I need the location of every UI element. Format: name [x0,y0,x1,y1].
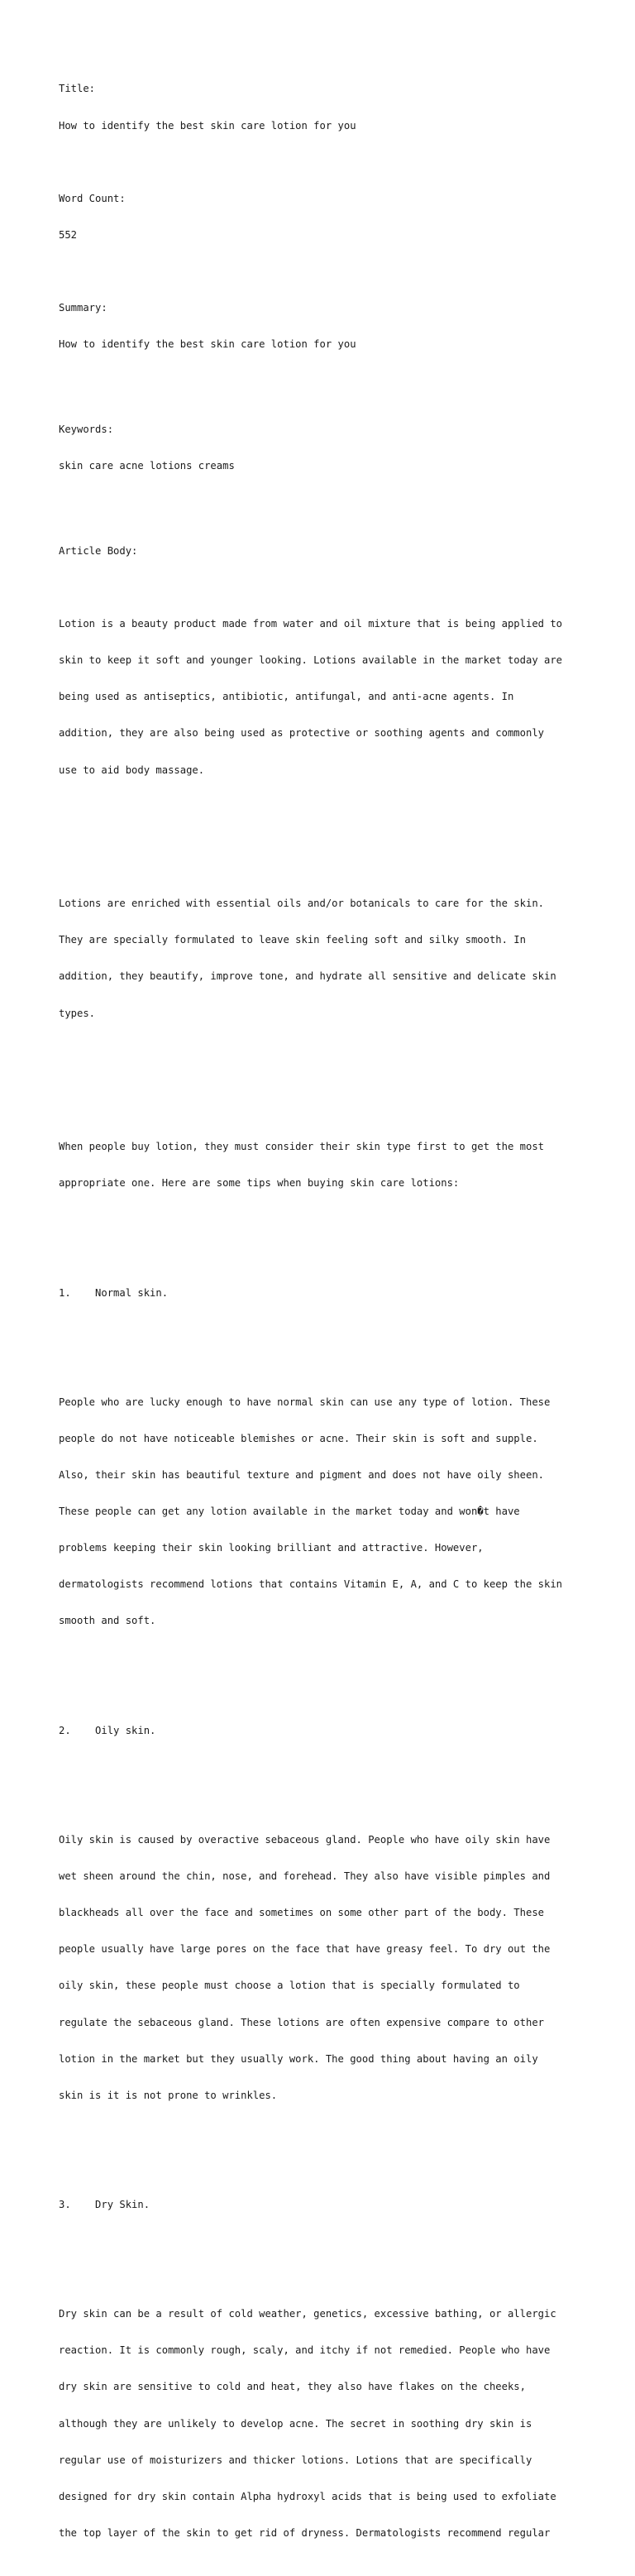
summary-label: Summary: [59,301,107,314]
article-body-label: Article Body: [59,544,138,557]
paragraph-line: addition, they are also being used as protective or soothing agents and commonly [59,727,544,740]
word-count-value: 552 [59,228,78,241]
paragraph-3 [59,1117,604,1214]
keywords-value: skin care acne lotions creams [59,460,235,472]
paragraph-line: They are specially formulated to leave skin feeling soft and silky smooth. In [59,934,526,946]
paragraph-line: skin is it is not prone to wrinkles. [59,2089,278,2101]
paragraph-line: blackheads all over the face and sometimes on some other part of the body. These [59,1907,544,1919]
paragraph-line: the top layer of the skin to get rid of dryness. Dermatologists recommend regular [59,2526,551,2539]
paragraph-line: use to aid body massage. [59,764,205,776]
paragraph-line: regulate the sebaceous gland. These lotions are often expensive compare to other [59,2016,544,2028]
paragraph-line: people do not have noticeable blemishes or acne. Their skin is soft and supple. [59,1432,538,1444]
paragraph-line: being used as antiseptics, antibiotic, antifungal, and anti-acne agents. In [59,691,514,703]
paragraph-line: lotion in the market but they usually work. The good thing about having an oily [59,2052,538,2065]
paragraph-line: Lotions are enriched with essential oils and/or botanicals to care for the skin. [59,898,544,910]
paragraph-line: wet sheen around the chin, nose, and forehead. They also have visible pimples and [59,1870,551,1883]
title-label: Title: [59,83,96,95]
paragraph-line: dry skin are sensitive to cold and heat, they also have flakes on the cheeks, [59,2381,526,2393]
paragraph-line: smooth and soft. [59,1615,156,1627]
paragraph-line: Oily skin is caused by overactive sebaceous gland. People who have oily skin have [59,1834,551,1846]
paragraph-line: Lotion is a beauty product made from water and oil mixture that is being applied to [59,618,563,630]
paragraph-line: although they are unlikely to develop acne. The secret in soothing dry skin is [59,2417,532,2430]
keywords-label: Keywords: [59,423,114,435]
section-heading-oily-skin: 2. Oily skin. [59,1724,156,1736]
paragraph-line: These people can get any lotion available in the market today and won�t have [59,1506,520,1518]
paragraph-line: reaction. It is commonly rough, scaly, and itchy if not remedied. People who have [59,2344,551,2357]
paragraph-2 [59,874,604,1044]
paragraph-4 [59,1372,604,1651]
paragraph-line: problems keeping their skin looking brilliant and attractive. However, [59,1542,484,1554]
paragraph-line: designed for dry skin contain Alpha hydroxyl acids that is being used to exfoliate [59,2490,556,2502]
paragraph-line: regular use of moisturizers and thicker lotions. Lotions that are specifically [59,2454,532,2466]
paragraph-line: Dry skin can be a result of cold weather, genetics, excessive bathing, or allergic [59,2308,556,2320]
paragraph-line: dermatologists recommend lotions that contains Vitamin E, A, and C to keep the skin [59,1578,563,1591]
paragraph-line: types. [59,1007,96,1019]
summary-value: How to identify the best skin care lotion for you [59,338,356,351]
paragraph-6 [59,2284,604,2564]
word-count-label: Word Count: [59,192,126,204]
paragraph-line: addition, they beautify, improve tone, and hydrate all sensitive and delicate skin [59,970,556,983]
paragraph-line: Also, their skin has beautiful texture and pigment and does not have oily sheen. [59,1469,544,1482]
section-heading-dry-skin: 3. Dry Skin. [59,2199,150,2210]
paragraph-line: When people buy lotion, they must consider their skin type first to get the most [59,1141,544,1153]
paragraph-line: oily skin, these people must choose a lotion that is specially formulated to [59,1980,520,1992]
paragraph-1 [59,594,604,801]
section-heading-normal-skin: 1. Normal skin. [59,1286,169,1299]
paragraph-line: skin to keep it soft and younger looking. Lotions available in the market today are [59,654,563,667]
document-page [59,59,604,2576]
title-value: How to identify the best skin care lotion for you [59,119,356,132]
paragraph-line: appropriate one. Here are some tips when buying skin care lotions: [59,1177,460,1190]
paragraph-line: people usually have large pores on the face that have greasy feel. To dry out the [59,1943,551,1956]
paragraph-line: People who are lucky enough to have normal skin can use any type of lotion. These [59,1396,551,1408]
paragraph-5 [59,1810,604,2126]
